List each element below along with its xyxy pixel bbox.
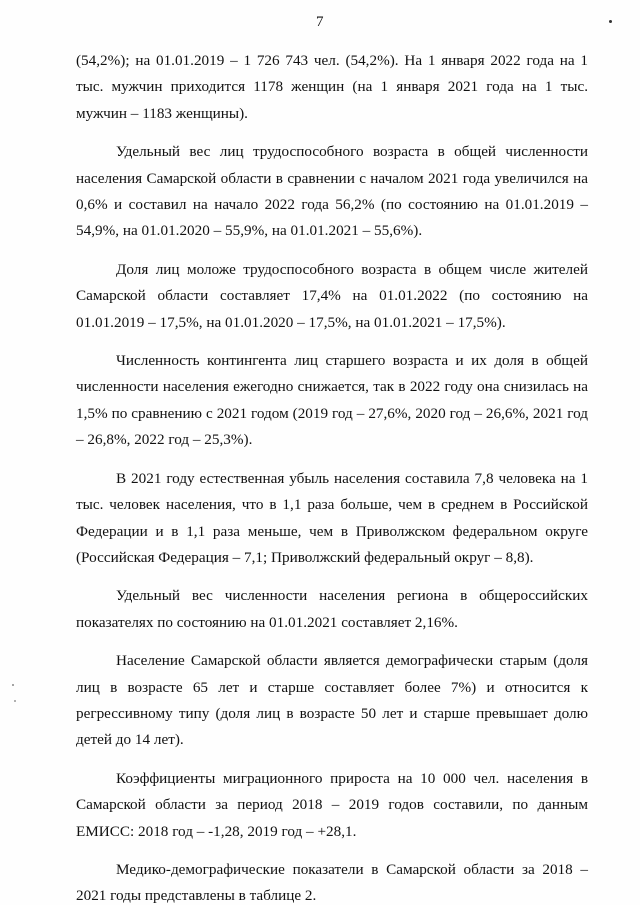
paragraph-table-reference: Медико-демографические показатели в Самарской области за 2018 – 2021 годы представлены в таблице 2. — [76, 860, 588, 905]
paragraph-natural-decline: В 2021 году естественная убыль населения составила 7,8 человека на 1 тыс. человек населения, что в 1,1 раза больше, чем в среднем в Российской Федерации и в 1,1 раза меньше, чем в Приволжском федеральном округе (Российская Федерация – 7,1; Приволжский федеральный округ – 8,8). — [76, 469, 588, 566]
scan-speck — [12, 684, 14, 686]
paragraph-working-age-share: Удельный вес лиц трудоспособного возраста в общей численности населения Самарской области в сравнении с началом 2021 года увеличился на 0,6% и составил на начало 2022 года 56,2% (по состоянию на 01.01.2019 – 54,9%, на 01.01.2020 – 55,9%, на 01.01.2021 – 55,6%). — [76, 143, 588, 240]
paragraph-demographic-type: Население Самарской области является демографически старым (доля лиц в возрасте 65 лет и старше составляет более 7%) и относится к регрессивному типу (доля лиц в возрасте 50 лет и старше превышает долю детей до 14 лет). — [76, 652, 588, 749]
body-text — [76, 48, 588, 910]
paragraph-population-share: Удельный вес численности населения региона в общероссийских показателях по состоянию на 01.01.2021 составляет 2,16%. — [76, 587, 588, 631]
page-number: 7 — [316, 14, 324, 30]
scan-speck — [14, 700, 16, 702]
paragraph-older-age: Численность контингента лиц старшего возраста и их доля в общей численности населения ежегодно снижается, так в 2022 году она снизилась на 1,5% по сравнению с 2021 годом (2019 год – 27,6%, 2020 год – 26,6%, 2021 год – 26,8%, 2022 год – 25,3%). — [76, 352, 588, 449]
paragraph-continuation: (54,2%); на 01.01.2019 – 1 726 743 чел. (54,2%). На 1 января 2022 года на 1 тыс. мужчин приходится 1178 женщин (на 1 января 2021 года на 1 тыс. мужчин – 1183 женщины). — [76, 52, 588, 122]
paragraph-under-working-age: Доля лиц моложе трудоспособного возраста в общем числе жителей Самарской области составляет 17,4% на 01.01.2022 (по состоянию на 01.01.2019 – 17,5%, на 01.01.2020 – 17,5%, на 01.01.2021 – 17,5%). — [76, 260, 588, 331]
paragraph-migration: Коэффициенты миграционного прироста на 10 000 чел. населения в Самарской области за период 2018 – 2019 годов составили, по данным ЕМИСС: 2018 год – -1,28, 2019 год – +28,1. — [76, 769, 588, 840]
